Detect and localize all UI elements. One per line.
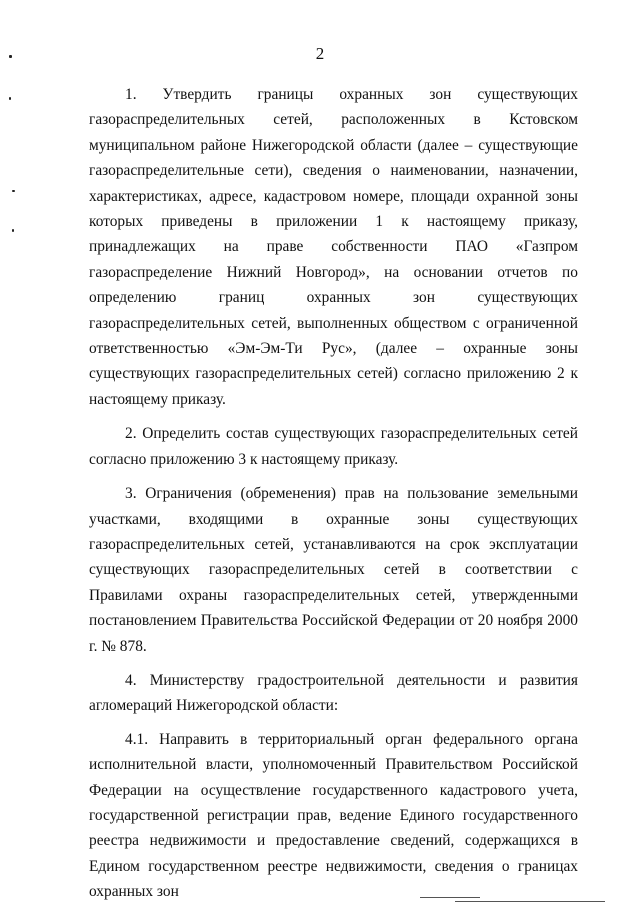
paragraph-3: 3. Ограничения (обременения) прав на пользование земельными участками, входящими в охранные зоны существующих газораспределительных сетей, устанавливаются на срок эксплуатации существующих газораспределительных сетей в соответствии с Правилами охраны газораспределительных сетей, утвержденными постановлением Правительства Российской Федерации от 20 ноября 2000 г. № 878.: [89, 485, 578, 655]
scan-line: [420, 897, 480, 898]
document-body: [89, 82, 578, 914]
paragraph-1: 1. Утвердить границы охранных зон существующих газораспределительных сетей, расположенных в Кстовском муниципальном районе Нижегородской области (далее – существующие газораспределительные сети), сведения о наименовании, назначении, характеристиках, адресе, кадастровом номере, площади охранной зоны которых приведены в приложении 1 к настоящему приказу, принадлежащих на праве собственности ПАО «Газпром газораспределение Нижний Новгород», на основании отчетов по определению границ охранных зон существующих газораспределительных сетей, выполненных обществом с ограниченной ответственностью «Эм-Эм-Ти Рус», (далее – охранные зоны существующих газораспределительных сетей) согласно приложению 2 к настоящему приказу.: [89, 86, 578, 408]
page-number: 2: [315, 44, 325, 63]
paragraph-4: 4. Министерству градостроительной деятельности и развития агломераций Нижегородской области:: [89, 671, 578, 715]
scan-mark: [9, 55, 12, 58]
scan-mark: [12, 190, 15, 192]
scan-mark: [9, 97, 11, 100]
scan-line: [455, 901, 605, 902]
scan-mark: [12, 229, 14, 232]
paragraph-2: 2. Определить состав существующих газораспределительных сетей согласно приложению 3 к настоящему приказу.: [89, 425, 578, 468]
paragraph-4-1: 4.1. Направить в территориальный орган федерального органа исполнительной власти, уполномоченный Правительством Российской Федерации на осуществление государственного кадастрового учета, государственной регистрации прав, ведение Единого государственного реестра недвижимости и предоставление сведений, содержащихся в Едином государственном реестре недвижимости, сведения о границах охранных зон: [89, 730, 578, 901]
